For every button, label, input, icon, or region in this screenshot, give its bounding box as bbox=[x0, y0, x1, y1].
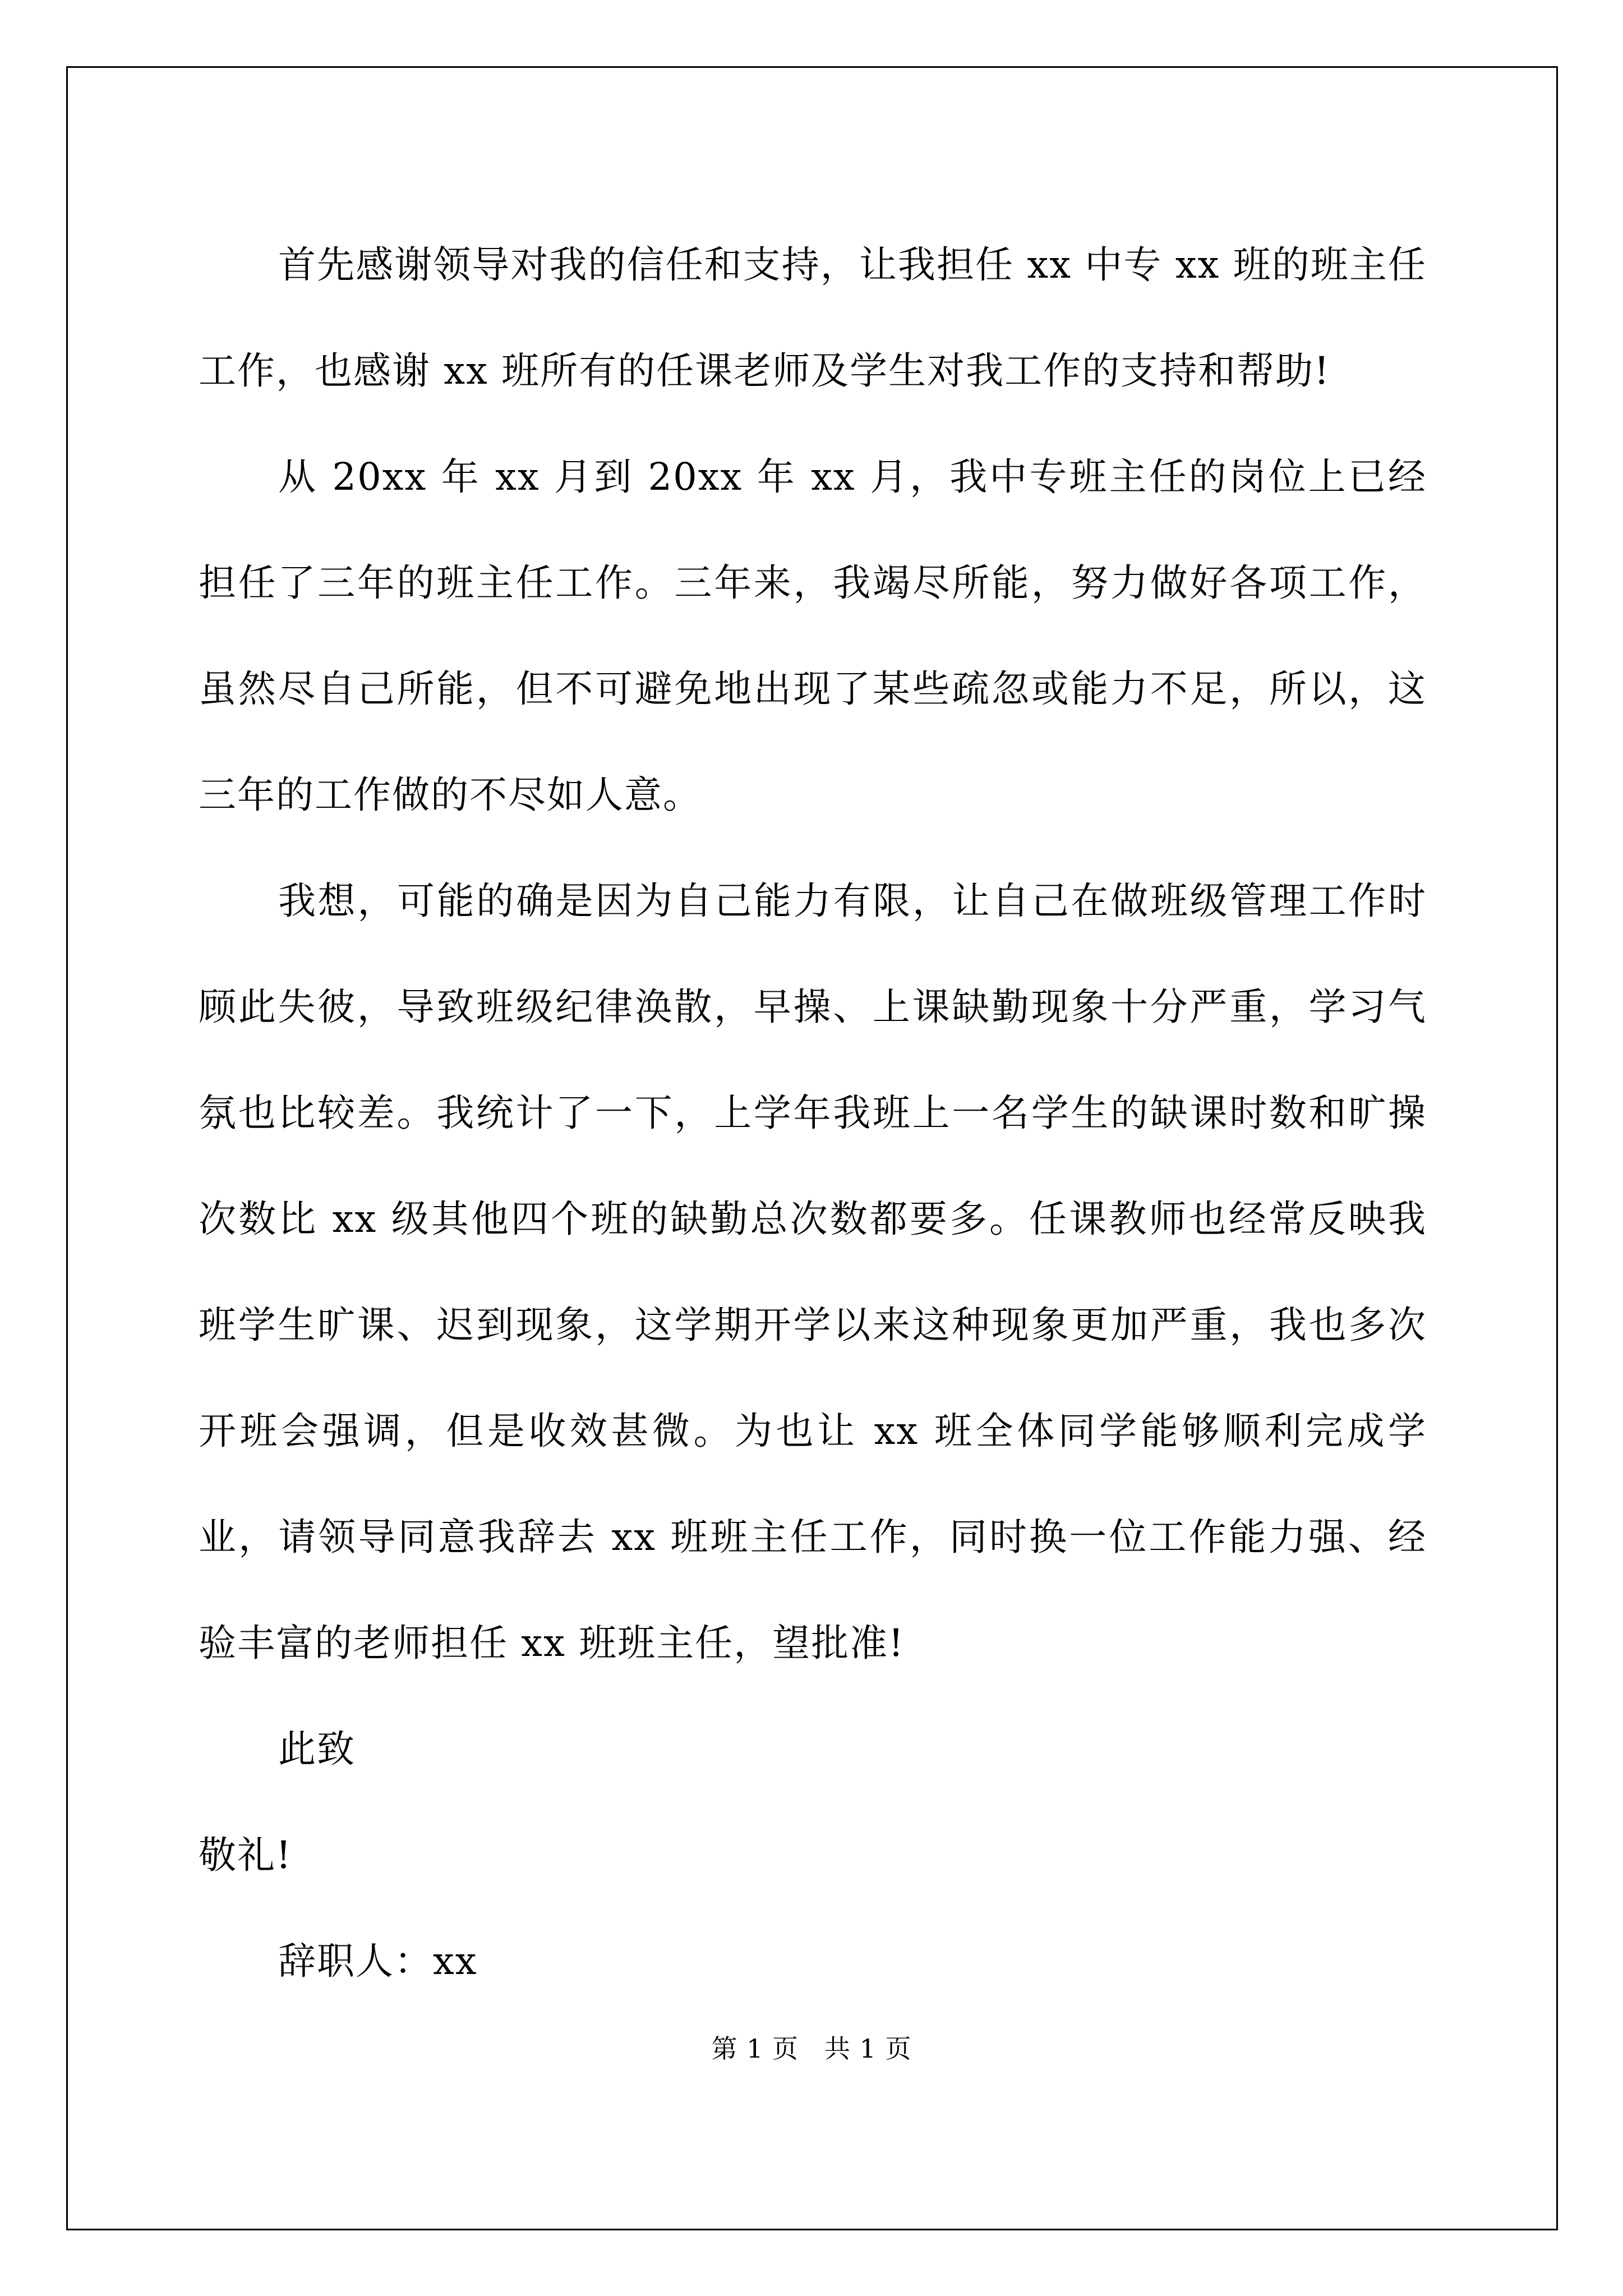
paragraph-tenure: 从 20xx 年 xx 月到 20xx 年 xx 月，我中专班主任的岗位上已经担任了三年的班主任工作。三年来，我竭尽所能，努力做好各项工作，虽然尽自己所能，但不可避免地出现了某些疏忽或能力不足，所以，这三年的工作做的不尽如人意。 bbox=[199, 455, 1427, 817]
signature: 辞职人：xx bbox=[278, 1939, 478, 1983]
page-number: 第 1 页 bbox=[711, 2033, 799, 2064]
salutation: 敬礼! bbox=[199, 1833, 292, 1877]
paragraph-reason: 我想，可能的确是因为自己能力有限，让自己在做班级管理工作时顾此失彼，导致班级纪律涣散，早操、上课缺勤现象十分严重，学习气氛也比较差。我统计了一下，上学年我班上一名学生的缺课时数和旷操次数比 xx 级其他四个班的缺勤总次数都要多。任课教师也经常反映我班学生旷课、迟到现象，这学期开学以来这种现象更加严重，我也多次开班会强调，但是收效甚微。为也让 xx 班全体同学能够顺利完成学业，请领导同意我辞去 xx 班班主任工作，同时换一位工作能力强、经验丰富的老师担任 xx 班班主任，望批准! bbox=[199, 879, 1427, 1665]
letter-body bbox=[199, 212, 1427, 2014]
page-total: 共 1 页 bbox=[824, 2033, 912, 2064]
page-footer bbox=[0, 2032, 1623, 2065]
paragraph-gratitude: 首先感谢领导对我的信任和支持，让我担任 xx 中专 xx 班的班主任工作，也感谢 xx 班所有的任课老师及学生对我工作的支持和帮助! bbox=[199, 243, 1427, 393]
closing-phrase: 此致 bbox=[278, 1727, 356, 1771]
